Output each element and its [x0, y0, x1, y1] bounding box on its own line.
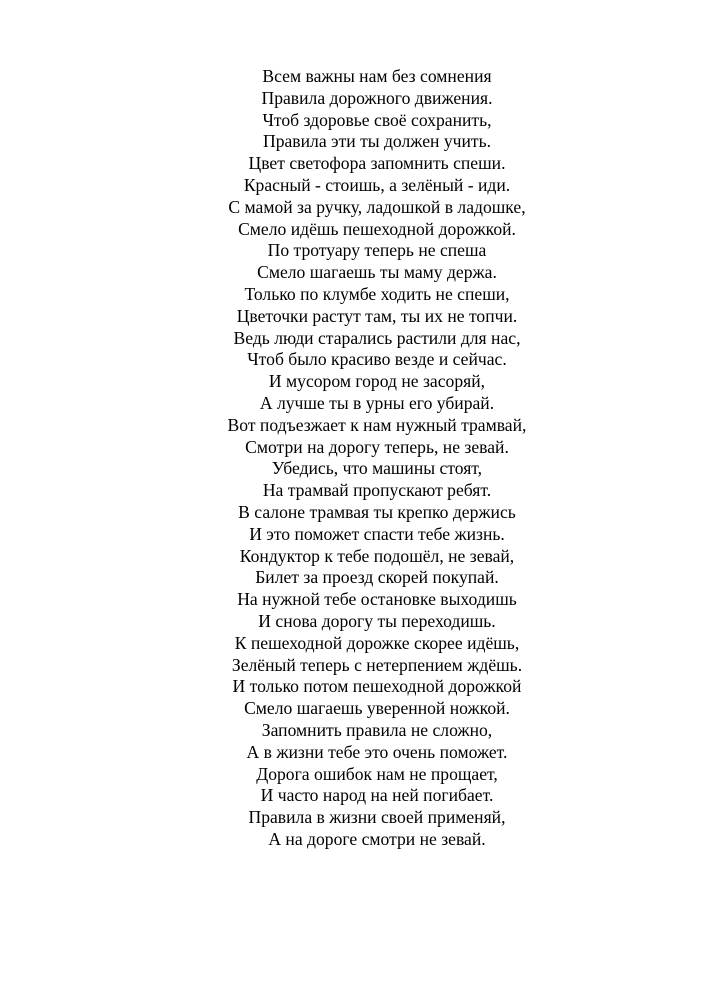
poem-line: Красный - стоишь, а зелёный - иди. — [243, 174, 511, 195]
poem-line: Вот подъезжает к нам нужный трамвай, — [227, 414, 527, 435]
poem-line: Ведь люди старались растили для нас, — [233, 327, 521, 348]
poem-line: И мусором город не засоряй, — [268, 371, 486, 392]
poem-line: По тротуару теперь не спеша — [267, 240, 487, 261]
poem-line: Правила в жизни своей применяй, — [248, 807, 506, 828]
poem-line: Только по клумбе ходить не спеши, — [244, 283, 510, 304]
poem-line: Кондуктор к тебе подошёл, не зевай, — [239, 545, 515, 566]
poem-line: Чтоб здоровье своё сохранить, — [262, 109, 492, 130]
poem-line: И часто народ на ней погибает. — [260, 785, 494, 806]
poem-line: Всем важны нам без сомнения — [262, 66, 492, 86]
poem-line: На трамвай пропускают ребят. — [262, 480, 492, 501]
poem-line: Убедись, что машины стоят, — [271, 458, 483, 479]
poem-line: Правила дорожного движения. — [261, 87, 493, 108]
poem-text — [167, 66, 587, 851]
poem-line: В салоне трамвая ты крепко держись — [238, 501, 516, 522]
poem-line: На нужной тебе остановке выходишь — [237, 589, 517, 610]
poem-line: Цветочки растут там, ты их не топчи. — [236, 305, 518, 326]
poem-line: Запомнить правила не сложно, — [261, 719, 493, 740]
poem-line: Дорога ошибок нам не прощает, — [256, 763, 498, 784]
poem-line: А в жизни тебе это очень поможет. — [246, 741, 508, 762]
poem-line: И это поможет спасти тебе жизнь. — [249, 523, 505, 544]
poem-line: Чтоб было красиво везде и сейчас. — [247, 349, 507, 370]
poem-line: Смело шагаешь ты маму держа. — [257, 262, 497, 283]
poem-line: Зелёный теперь с нетерпением ждёшь. — [231, 654, 523, 675]
poem-line: Смело идёшь пешеходной дорожкой. — [238, 218, 516, 239]
poem-line: Смело шагаешь уверенной ножкой. — [244, 698, 510, 719]
poem-line: А лучше ты в урны его убирай. — [259, 392, 495, 413]
poem-line: А на дороге смотри не зевай. — [268, 828, 486, 849]
poem-line: И снова дорогу ты переходишь. — [258, 610, 496, 631]
poem-line: И только потом пешеходной дорожкой — [232, 676, 522, 697]
poem-line: К пешеходной дорожке скорее идёшь, — [234, 632, 520, 653]
poem-line: Смотри на дорогу теперь, не зевай. — [245, 436, 509, 457]
poem-line: С мамой за ручку, ладошкой в ладошке, — [228, 196, 526, 217]
poem-line: Цвет светофора запомнить спеши. — [248, 153, 506, 174]
poem-line: Правила эти ты должен учить. — [263, 131, 491, 152]
poem-line: Билет за проезд скорей покупай. — [255, 567, 499, 588]
